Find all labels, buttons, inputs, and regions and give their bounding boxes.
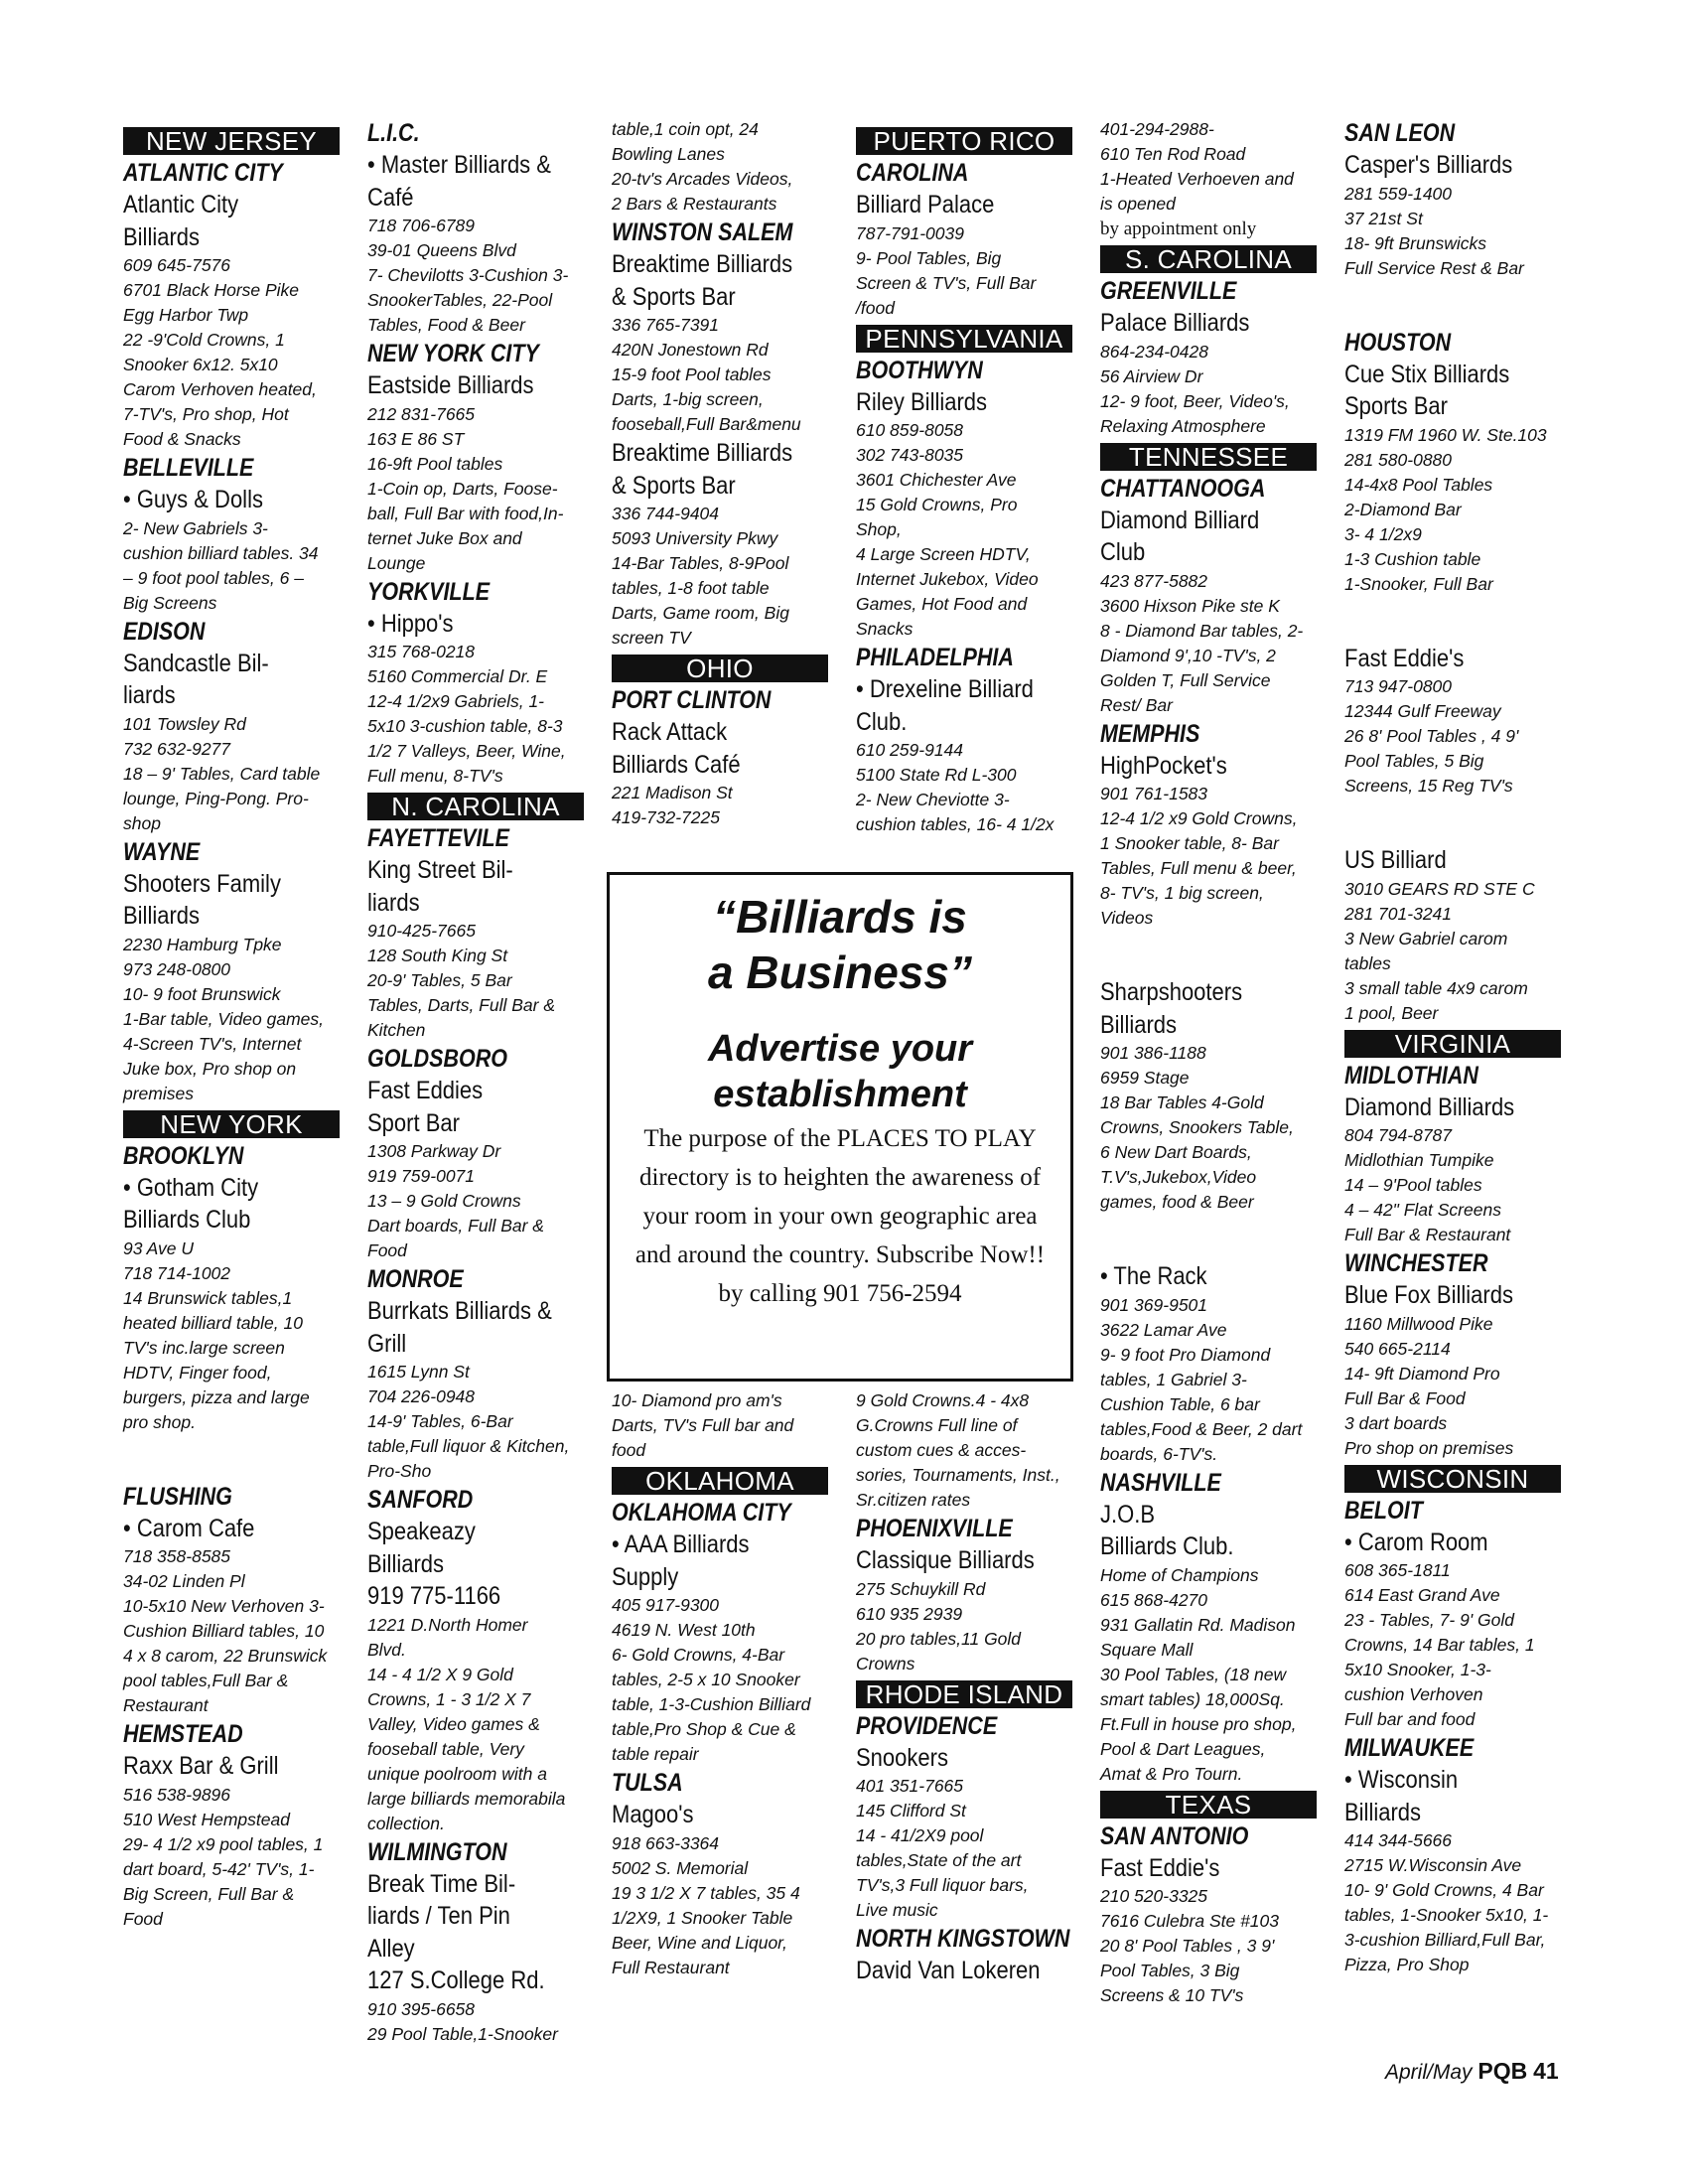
- business-details: 901 761-1583 12-4 1/2 x9 Gold Crowns, 1 Snooker table, 8- Bar Tables, Full menu & beer, 8- TV's, 1 big screen, Videos: [1100, 784, 1298, 928]
- business-details: 275 Schuykill Rd 610 935 2939 20 pro tables,11 Gold Crowns: [856, 1578, 1022, 1674]
- business-details: 10- Diamond pro am's Darts, TV's Full bar and food: [612, 1390, 794, 1460]
- business-details: 713 947-0800 12344 Gulf Freeway 26 8' Pool Tables , 4 9' Pool Tables, 5 Big Screens, 15 Reg TV's: [1344, 676, 1519, 796]
- business-name: Breaktime Billiards & Sports Bar: [612, 439, 793, 500]
- business-name: Breaktime Billiards & Sports Bar: [612, 250, 793, 311]
- city-heading: FAYETTEVILE: [367, 824, 509, 852]
- business-details: 901 386-1188 6959 Stage 18 Bar Tables 4-Gold Crowns, Snookers Table, 6 New Dart Boards, T.V's,Jukebox,Video games, food & Beer: [1100, 1043, 1294, 1212]
- business-name: King Street Bil- liards: [367, 856, 513, 917]
- business-details: 405 917-9300 4619 N. West 10th 6- Gold Crowns, 4-Bar tables, 2-5 x 10 Snooker table, 1-3-Cushion Billiard table,Pro Shop & Cue & table repair: [612, 1595, 811, 1764]
- city-heading: HEMSTEAD: [123, 1720, 243, 1748]
- business-details: 901 369-9501 3622 Lamar Ave 9- 9 foot Pro Diamond tables, 1 Gabriel 3- Cushion Table, 6 bar tables,Food & Beer, 2 dart boards, 6-TV's.: [1100, 1294, 1303, 1464]
- city-heading: L.I.C.: [367, 119, 420, 147]
- business-details: 414 344-5666 2715 W.Wisconsin Ave 10- 9' Gold Crowns, 4 Bar tables, 1-Snooker 5x10, 1- 3-cushion Billiard,Full Bar, Pizza, Pro Shop: [1344, 1830, 1549, 1974]
- business-name: Diamond Billiards: [1344, 1092, 1515, 1121]
- city-heading: BOOTHWYN: [856, 356, 983, 384]
- business-details: 9 Gold Crowns.4 - 4x8 G.Crowns Full line of custom cues & acces- sories, Tournaments, Inst., Sr.citizen rates: [856, 1390, 1060, 1510]
- state-header: TEXAS: [1100, 1791, 1317, 1819]
- business-details: 610 259-9144 5100 State Rd L-300 2- New Cheviotte 3- cushion tables, 16- 4 1/2x: [856, 740, 1055, 834]
- business-details: 1308 Parkway Dr 919 759-0071 13 – 9 Gold Crowns Dart boards, Full Bar & Food: [367, 1141, 544, 1260]
- business-name: Eastside Billiards: [367, 371, 534, 399]
- business-name: Atlantic City Billiards: [123, 191, 239, 251]
- city-heading: CHATTANOOGA: [1100, 474, 1266, 503]
- business-name: Blue Fox Billiards: [1344, 1281, 1513, 1309]
- city-heading: NEW YORK CITY: [367, 340, 539, 367]
- business-details: 3010 GEARS RD STE C 281 701-3241 3 New Gabriel carom tables 3 small table 4x9 carom 1 pool, Beer: [1344, 878, 1535, 1023]
- city-heading: WINSTON SALEM: [612, 218, 793, 246]
- ad-headline: “Billiards is a Business”: [708, 891, 972, 998]
- city-heading: BROOKLYN: [123, 1141, 244, 1170]
- business-name: Sharpshooters Billiards: [1100, 978, 1243, 1039]
- business-details: 315 768-0218 5160 Commercial Dr. E 12-4 1/2x9 Gabriels, 1- 5x10 3-cushion table, 8-3 1/2 7 Valleys, Beer, Wine, Full menu, 8-TV's: [367, 642, 566, 786]
- business-name: Palace Billiards: [1100, 309, 1250, 337]
- business-details: 910-425-7665 128 South King St 20-9' Tables, 5 Bar Tables, Darts, Full Bar & Kitchen: [367, 921, 556, 1040]
- city-heading: EDISON: [123, 617, 206, 646]
- business-name: Classique Billiards: [856, 1546, 1035, 1574]
- state-header: OHIO: [612, 655, 828, 682]
- city-heading: WAYNE: [123, 837, 201, 866]
- city-heading: SANFORD: [367, 1486, 474, 1514]
- business-details: 864-234-0428 56 Airview Dr 12- 9 foot, Beer, Video's, Relaxing Atmosphere: [1100, 341, 1290, 436]
- business-details: 401-294-2988- 610 Ten Rod Road 1-Heated Verhoeven and is opened: [1100, 119, 1294, 214]
- spacer: [1344, 597, 1561, 643]
- business-name: • Carom Cafe: [123, 1514, 255, 1542]
- city-heading: GREENVILLE: [1100, 277, 1237, 305]
- business-details: 1615 Lynn St 704 226-0948 14-9' Tables, 6-Bar table,Full liquor & Kitchen, Pro-Sho: [367, 1362, 570, 1481]
- business-name: Magoo's: [612, 1801, 694, 1828]
- city-heading: ATLANTIC CITY: [123, 159, 283, 187]
- business-name: Cue Stix Billiards Sports Bar: [1344, 360, 1510, 420]
- state-header: NEW JERSEY: [123, 127, 340, 155]
- spacer: [1100, 931, 1317, 976]
- city-heading: CAROLINA: [856, 159, 969, 187]
- city-heading: OKLAHOMA CITY: [612, 1499, 791, 1527]
- business-name: • Master Billiards & Café: [367, 151, 551, 212]
- city-heading: YORKVILLE: [367, 577, 491, 606]
- city-heading: PHILADELPHIA: [856, 644, 1014, 671]
- spacer: [123, 1435, 340, 1481]
- directory-column-3: [612, 117, 828, 830]
- state-header: N. CAROLINA: [367, 793, 584, 820]
- state-header: OKLAHOMA: [612, 1467, 828, 1495]
- city-heading: PHOENIXVILLE: [856, 1515, 1013, 1542]
- city-heading: MIDLOTHIAN: [1344, 1061, 1478, 1090]
- directory-column-1: [123, 123, 340, 1932]
- state-header: PUERTO RICO: [856, 127, 1072, 155]
- city-heading: BELLEVILLE: [123, 454, 254, 482]
- business-name: • Wisconsin Billiards: [1344, 1766, 1459, 1826]
- city-heading: PORT CLINTON: [612, 686, 772, 714]
- city-heading: TULSA: [612, 1769, 683, 1797]
- directory-column-4: [856, 123, 1072, 837]
- city-heading: SAN ANTONIO: [1100, 1821, 1249, 1850]
- business-name: • Drexeline Billiard Club.: [856, 675, 1034, 736]
- spacer: [1344, 799, 1561, 844]
- state-header: TENNESSEE: [1100, 443, 1317, 471]
- business-details: table,1 coin opt, 24 Bowling Lanes 20-tv's Arcades Videos, 2 Bars & Restaurants: [612, 119, 793, 214]
- business-note: by appointment only: [1100, 218, 1257, 239]
- business-name: Burrkats Billiards & Grill: [367, 1297, 552, 1358]
- ad-body: The purpose of the PLACES TO PLAY directory is to heighten the awareness of your room in your own geographic area and around the country. Subscribe Now!! by calling 901 756-2594: [634, 1125, 1046, 1307]
- business-details: Home of Champions 615 868-4270 931 Gallatin Rd. Madison Square Mall 30 Pool Tables, (18 new smart tables) 18,000Sq. Ft.Full in house pro shop, Pool & Dart Leagues, Amat & Pro Tourn.: [1100, 1564, 1297, 1784]
- business-name: • Guys & Dolls: [123, 486, 263, 513]
- business-details: 2- New Gabriels 3- cushion billiard tables. 34 – 9 foot pool tables, 6 – Big Screens: [123, 517, 319, 613]
- business-name: Speakeazy Billiards 919 775-1166: [367, 1518, 501, 1610]
- business-name: David Van Lokeren: [856, 1957, 1041, 1984]
- business-details: 212 831-7665 163 E 86 ST 16-9ft Pool tables 1-Coin op, Darts, Foose- ball, Full Bar with food,In- ternet Juke Box and Lounge: [367, 403, 564, 573]
- business-details: 210 520-3325 7616 Culebra Ste #103 20 8' Pool Tables , 3 9' Pool Tables, 3 Big Screens & 10 TV's: [1100, 1886, 1279, 2005]
- page-footer: [1385, 2058, 1559, 2085]
- business-details: 1221 D.North Homer Blvd. 14 - 4 1/2 X 9 Gold Crowns, 1 - 3 1/2 X 7 Valley, Video games & fooseball table, Very unique poolroom with a large billiards memorabila collection.: [367, 1614, 566, 1833]
- business-details: 608 365-1811 614 East Grand Ave 23 - Tables, 7- 9' Gold Crowns, 14 Bar tables, 1 5x10 Snooker, 1-3- cushion Verhoven Full bar and food: [1344, 1560, 1535, 1729]
- state-header: WISCONSIN: [1344, 1465, 1561, 1493]
- business-details: 610 859-8058 302 743-8035 3601 Chichester Ave 15 Gold Crowns, Pro Shop, 4 Large Screen HDTV, Internet Jukebox, Video Games, Hot Food and Snacks: [856, 420, 1039, 639]
- city-heading: PROVIDENCE: [856, 1711, 998, 1740]
- city-heading: MILWAUKEE: [1344, 1734, 1475, 1762]
- city-heading: WILMINGTON: [367, 1837, 507, 1866]
- business-name: Shooters Family Billiards: [123, 869, 281, 930]
- business-details: 718 358-8585 34-02 Linden Pl 10-5x10 New Verhoven 3- Cushion Billiard tables, 10 4 x 8 carom, 22 Brunswick pool tables,Full Bar & Restaurant: [123, 1546, 328, 1715]
- business-details: 1160 Millwood Pike 540 665-2114 14- 9ft Diamond Pro Full Bar & Food 3 dart boards Pro shop on premises: [1344, 1313, 1514, 1458]
- business-details: 918 663-3364 5002 S. Memorial 19 3 1/2 X 7 tables, 35 4 1/2X9, 1 Snooker Table Beer, Wine and Liquor, Full Restaurant: [612, 1832, 800, 1977]
- city-heading: MEMPHIS: [1100, 719, 1200, 748]
- business-details: 101 Towsley Rd 732 632-9277 18 – 9' Tables, Card table lounge, Ping-Pong. Pro- shop: [123, 713, 321, 833]
- business-details: 336 744-9404 5093 University Pkwy 14-Bar Tables, 8-9Pool tables, 1-8 foot table Darts, Game room, Big screen TV: [612, 504, 789, 648]
- business-name: Fast Eddie's: [1100, 1853, 1220, 1882]
- business-details: 2230 Hamburg Tpke 973 248-0800 10- 9 foot Brunswick 1-Bar table, Video games, 4-Screen TV's, Internet Juke box, Pro shop on premises: [123, 934, 325, 1103]
- business-details: 718 706-6789 39-01 Queens Blvd 7- Chevilotts 3-Cushion 3- SnookerTables, 22-Pool Tables, Food & Beer: [367, 216, 569, 335]
- advertisement-box: [607, 872, 1073, 1382]
- business-details: 609 645-7576 6701 Black Horse Pike Egg Harbor Twp 22 -9'Cold Crowns, 1 Snooker 6x12. 5x10 Carom Verhoven heated, 7-TV's, Pro shop, Hot Food & Snacks: [123, 255, 317, 449]
- business-details: 804 794-8787 Midlothian Tumpike 14 – 9'Pool tables 4 – 42" Flat Screens Full Bar & Restaurant: [1344, 1125, 1511, 1244]
- business-name: Billiard Palace: [856, 191, 995, 218]
- spacer: [1100, 1215, 1317, 1260]
- business-details: 1319 FM 1960 W. Ste.103 281 580-0880 14-4x8 Pool Tables 2-Diamond Bar 3- 4 1/2x9 1-3 Cushion table 1-Snooker, Full Bar: [1344, 424, 1547, 594]
- issue-label: April/May: [1385, 2061, 1473, 2084]
- business-name: • AAA Billiards Supply: [612, 1530, 750, 1591]
- city-heading: BELOIT: [1344, 1496, 1423, 1525]
- business-name: HighPocket's: [1100, 751, 1227, 780]
- state-header: RHODE ISLAND: [856, 1680, 1072, 1708]
- business-name: Diamond Billiard Club: [1100, 506, 1260, 566]
- business-name: • Hippo's: [367, 609, 454, 638]
- business-details: 281 559-1400 37 21st St 18- 9ft Brunswicks Full Service Rest & Bar: [1344, 183, 1524, 278]
- state-header: S. CAROLINA: [1100, 245, 1317, 273]
- business-name: J.O.B Billiards Club.: [1100, 1500, 1234, 1560]
- business-name: Fast Eddie's: [1344, 644, 1465, 672]
- city-heading: NORTH KINGSTOWN: [856, 1925, 1070, 1953]
- business-name: Sandcastle Bil- liards: [123, 649, 269, 709]
- city-heading: GOLDSBORO: [367, 1045, 507, 1073]
- city-heading: FLUSHING: [123, 1482, 232, 1511]
- business-details: 423 877-5882 3600 Hixson Pike ste K 8 - Diamond Bar tables, 2- Diamond 9',10 -TV's, 2 Golden T, Full Service Rest/ Bar: [1100, 570, 1304, 715]
- business-name: US Billiard: [1344, 846, 1447, 874]
- business-details: 401 351-7665 145 Clifford St 14 - 41/2X9 pool tables,State of the art TV's,3 Full liquor bars, Live music: [856, 1776, 1029, 1920]
- city-heading: HOUSTON: [1344, 328, 1452, 357]
- directory-column-3-lower: [612, 1388, 828, 1980]
- business-details: 221 Madison St 419-732-7225: [612, 783, 733, 827]
- business-details: 93 Ave U 718 714-1002 14 Brunswick tables,1 heated billiard table, 10 TV's inc.large screen HDTV, Finger food, burgers, pizza and large pro shop.: [123, 1238, 310, 1432]
- business-name: Casper's Billiards: [1344, 151, 1513, 179]
- state-header: VIRGINIA: [1344, 1030, 1561, 1058]
- magazine-name: PQB: [1477, 2058, 1528, 2084]
- business-name: Rack Attack Billiards Café: [612, 718, 741, 779]
- state-header: NEW YORK: [123, 1110, 340, 1138]
- business-details: 787-791-0039 9- Pool Tables, Big Screen & TV's, Full Bar /food: [856, 222, 1037, 318]
- business-details: 336 765-7391 420N Jonestown Rd 15-9 foot Pool tables Darts, 1-big screen, fooseball,Full Bar&menu: [612, 315, 801, 434]
- page-number: 41: [1533, 2058, 1559, 2084]
- state-header: PENNSYLVANIA: [856, 325, 1072, 353]
- business-name: • Carom Room: [1344, 1528, 1488, 1556]
- business-name: Riley Billiards: [856, 387, 988, 416]
- ad-subheadline: Advertise your establishment: [707, 1028, 973, 1115]
- business-name: Fast Eddies Sport Bar: [367, 1077, 484, 1137]
- business-name: Raxx Bar & Grill: [123, 1752, 279, 1780]
- directory-column-6: [1344, 117, 1561, 1977]
- city-heading: SAN LEON: [1344, 119, 1456, 147]
- business-details: 516 538-9896 510 West Hempstead 29- 4 1/2 x9 pool tables, 1 dart board, 5-42' TV's, 1- Big Screen, Full Bar & Food: [123, 1784, 324, 1929]
- city-heading: WINCHESTER: [1344, 1249, 1488, 1277]
- directory-column-2: [367, 117, 584, 2047]
- directory-column-5: [1100, 117, 1317, 2008]
- business-name: Break Time Bil- liards / Ten Pin Alley 127 S.College Rd.: [367, 1869, 545, 1994]
- business-details: 910 395-6658 29 Pool Table,1-Snooker: [367, 1998, 558, 2044]
- city-heading: NASHVILLE: [1100, 1468, 1221, 1497]
- spacer: [1344, 281, 1561, 327]
- business-name: Snookers: [856, 1743, 948, 1772]
- city-heading: MONROE: [367, 1265, 464, 1293]
- business-name: • The Rack: [1100, 1262, 1207, 1290]
- business-name: • Gotham City Billiards Club: [123, 1173, 259, 1234]
- directory-column-4-lower: [856, 1388, 1072, 1987]
